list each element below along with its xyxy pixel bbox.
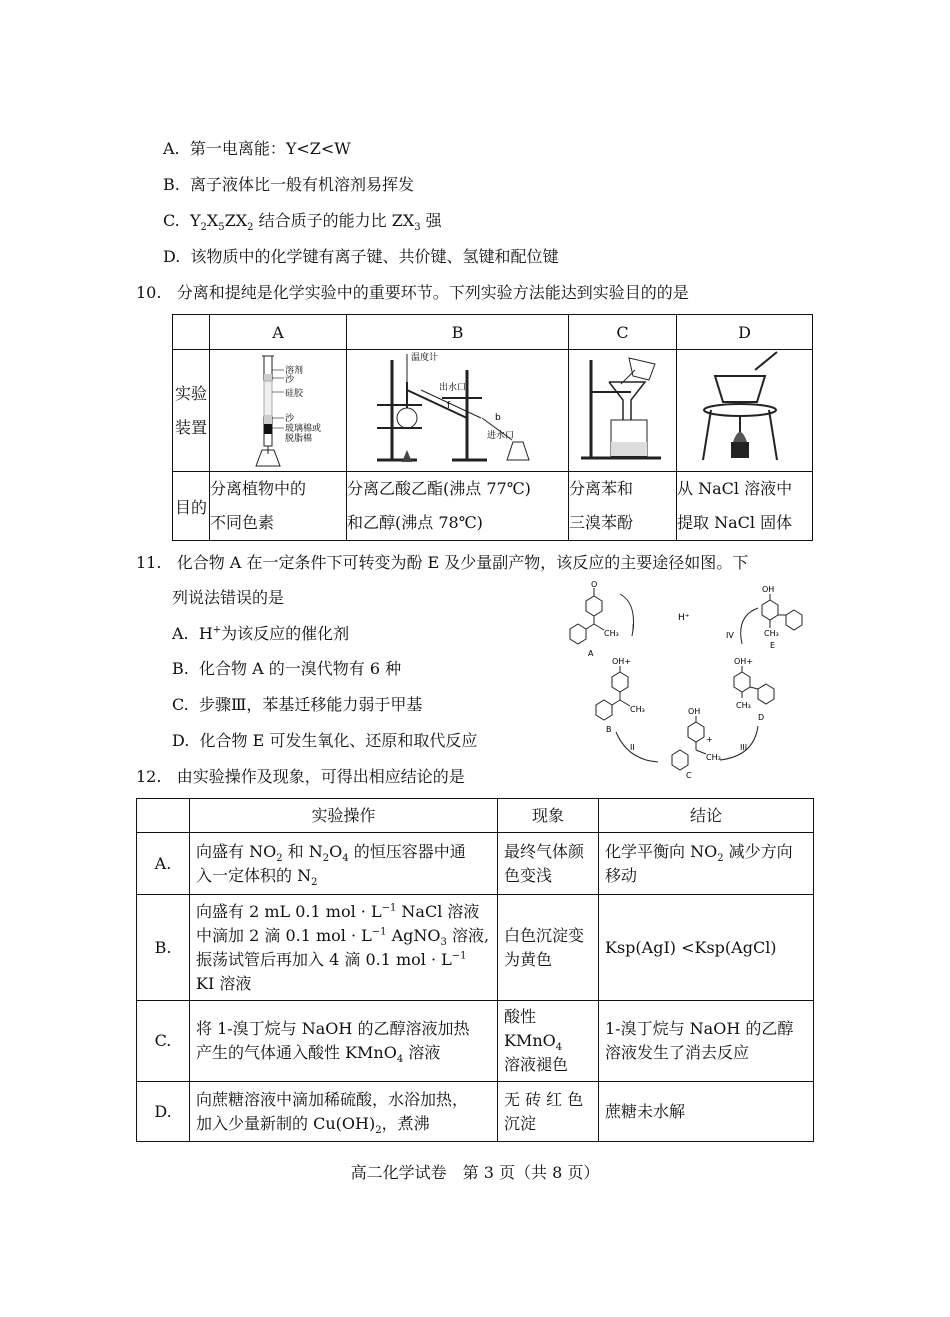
svg-text:O: O [591,580,598,589]
svg-text:OH: OH [762,585,775,594]
svg-text:CH₃: CH₃ [604,629,619,638]
svg-text:+: + [706,735,713,744]
q12-row-d-conclusion: 蔗糖未水解 [599,1082,814,1142]
q12-table [136,798,814,1142]
q10-purpose-d: 从 NaCl 溶液中 提取 NaCl 固体 [677,472,813,541]
svg-text:II: II [630,743,635,752]
distillation-apparatus-diagram [347,350,568,467]
compound-d [734,657,774,722]
svg-text:CH₃: CH₃ [706,753,721,762]
label-sand-top: 沙 [285,375,295,385]
table-row: D. 向蔗糖溶液中滴加稀硫酸，水浴加热， 加入少量新制的 $Cu(OH)_2$，煮沸 无 砖 红 色 沉淀 蔗糖未水解 [137,1082,814,1142]
compound-a [570,580,619,658]
q11-option-a: A. H+为该反应的催化剂 [172,624,350,643]
compound-c [672,707,721,780]
page-footer: 高二化学试卷 第 3 页（共 8 页） [350,1163,600,1182]
q12-header-phenomenon: 现象 [498,799,599,833]
q12-row-b-phenomenon: 白色沉淀变 为黄色 [498,895,599,1001]
q10-apparatus-b [347,350,569,472]
table-row: C. 将 1-溴丁烷与 NaOH 的乙醇溶液加热 产生的气体通入酸性 KMnO$_4$ 溶液 酸性 KMnO$_4$ 溶液褪色 1-溴丁烷与 NaOH 的乙醇 溶液发生了消去反应 [137,1001,814,1082]
q12-row-c-operation: 将 1-溴丁烷与 NaOH 的乙醇溶液加热 产生的气体通入酸性 KMnO$_4$ 溶液 [190,1001,498,1082]
q9-option-a: A. 第一电离能：Y<Z<W [163,139,351,158]
q9-option-b: B. 离子液体比一般有机溶剂易挥发 [163,175,415,194]
q11-stem-line-1: 11. 化合物 A 在一定条件下可转变为酚 E 及少量副产物，该反应的主要途径如图。下 [136,553,749,572]
q9-option-d: D. 该物质中的化学键有离子键、共价键、氢键和配位键 [163,247,559,266]
q10-row-label-purpose: 目的 [173,472,210,541]
q10-purpose-b: 分离乙酸乙酯(沸点 77℃) 和乙醇(沸点 78℃) [347,472,569,541]
q11-option-c: C. 步骤Ⅲ，苯基迁移能力弱于甲基 [172,695,423,714]
table-row: A. 向盛有 $NO_2$ 和 $N_2O_4$ 的恒压容器中通 入一定体积的 $N_2$ 最终气体颜 色变浅 化学平衡向 $NO_2$ 减少方向 移动 [137,833,814,895]
q10-header-b: B [347,315,569,350]
q12-header-operation: 实验操作 [190,799,498,833]
svg-text:IV: IV [726,631,734,640]
svg-text:A: A [588,649,594,658]
q10-apparatus-d [677,350,813,472]
evaporation-apparatus-diagram [677,350,812,467]
table-row: B. 向盛有 2 mL 0.1 mol · $L^{-1}$ NaCl 溶液 中滴加 2 滴 0.1 mol · $L^{-1}$ AgNO$_3$ 溶液, 振荡试管后再加入 4 滴 0.1 mol · $L^{-1}$ KI 溶液 白色沉淀变 为黄色 Ksp(AgI) <Ksp(AgCl) [137,895,814,1001]
svg-text:CH₃: CH₃ [736,701,751,710]
label-water-inlet: 进水口 [487,431,515,441]
label-silica: 硅胶 [285,389,304,399]
q12-row-c-conclusion: 1-溴丁烷与 NaOH 的乙醇 溶液发生了消去反应 [599,1001,814,1082]
label-sand-bottom: 沙 [285,414,295,424]
filtration-apparatus-diagram [569,350,676,467]
label-f: f [447,401,451,411]
q10-apparatus-a [210,350,347,472]
q12-row-d-operation: 向蔗糖溶液中滴加稀硫酸，水浴加热， 加入少量新制的 $Cu(OH)_2$，煮沸 [190,1082,498,1142]
q12-row-b-operation: 向盛有 2 mL 0.1 mol · $L^{-1}$ NaCl 溶液 中滴加 2 滴 0.1 mol · $L^{-1}$ AgNO$_3$ 溶液, 振荡试管后再加入 4 滴 0.1 mol · $L^{-1}$ KI 溶液 [190,895,498,1001]
q10-table [172,314,813,541]
q10-purpose-c: 分离苯和 三溴苯酚 [569,472,677,541]
label-cotton: 脱脂棉 [285,434,313,444]
svg-text:CH₃: CH₃ [764,629,779,638]
svg-text:I: I [632,623,635,632]
svg-text:E: E [770,641,776,650]
q10-row-label-apparatus: 实验 装置 [173,350,210,472]
svg-text:C: C [686,771,692,780]
label-solvent: 溶剂 [285,366,304,376]
q12-row-c-phenomenon: 酸性 KMnO$_4$ 溶液褪色 [498,1001,599,1082]
svg-text:OH+: OH+ [734,657,754,666]
q12-row-b-conclusion: Ksp(AgI) <Ksp(AgCl) [599,895,814,1001]
reaction-pathway-diagram [558,580,820,780]
q12-row-a-phenomenon: 最终气体颜 色变浅 [498,833,599,895]
h-plus-label: H⁺ [678,613,690,623]
q12-row-d-phenomenon: 无 砖 红 色 沉淀 [498,1082,599,1142]
svg-text:CH₃: CH₃ [630,705,645,714]
q10-header-a: A [210,315,347,350]
q10-header-c: C [569,315,677,350]
q10-apparatus-c [569,350,677,472]
q10-header-d: D [677,315,813,350]
label-glass-wool: 玻璃棉或 [285,424,322,434]
q12-stem: 12. 由实验操作及现象，可得出相应结论的是 [136,767,465,786]
svg-text:III: III [740,743,748,752]
q10-purpose-a: 分离植物中的 不同色素 [210,472,347,541]
compound-e [762,585,802,650]
q11-option-d: D. 化合物 E 可发生氧化、还原和取代反应 [172,731,478,750]
svg-text:OH: OH [688,707,701,716]
chromatography-column-diagram [210,350,346,467]
q11-option-b: B. 化合物 A 的一溴代物有 6 种 [172,659,402,678]
svg-text:D: D [758,713,765,722]
svg-text:OH+: OH+ [612,657,632,666]
label-thermometer: 温度计 [411,353,439,363]
q11-stem-line-2: 列说法错误的是 [172,588,285,607]
q12-row-a-operation: 向盛有 $NO_2$ 和 $N_2O_4$ 的恒压容器中通 入一定体积的 $N_2$ [190,833,498,895]
label-water-outlet: 出水口 [439,383,467,393]
svg-text:B: B [606,725,612,734]
q10-stem: 10. 分离和提纯是化学实验中的重要环节。下列实验方法能达到实验目的的是 [136,283,689,302]
q12-row-a-conclusion: 化学平衡向 $NO_2$ 减少方向 移动 [599,833,814,895]
compound-b [596,657,645,734]
q12-header-conclusion: 结论 [599,799,814,833]
label-b: b [495,413,501,423]
q9-option-c: C. $Y_2X_5ZX_2$ 结合质子的能力比 $ZX_3$ 强 [163,211,442,234]
